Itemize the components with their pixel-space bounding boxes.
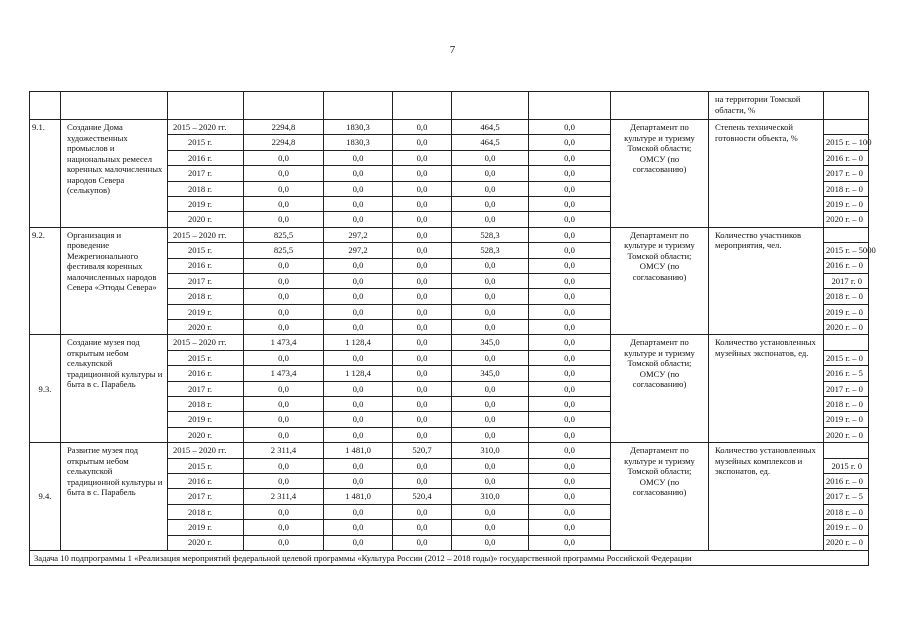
year-cell: 2016 г. xyxy=(168,150,244,165)
result-value: 2016 г. – 5 xyxy=(824,366,869,381)
value-regional: 0,0 xyxy=(393,427,452,442)
value-other: 0,0 xyxy=(529,427,611,442)
year-cell: 2016 г. xyxy=(168,366,244,381)
value-other: 0,0 xyxy=(529,227,611,242)
value-local: 0,0 xyxy=(452,473,529,488)
value-local: 0,0 xyxy=(452,304,529,319)
year-cell: 2015 г. xyxy=(168,350,244,365)
year-cell: 2017 г. xyxy=(168,273,244,288)
value-regional: 0,0 xyxy=(393,120,452,135)
value-federal: 0,0 xyxy=(324,473,393,488)
value-federal: 297,2 xyxy=(324,227,393,242)
result-value: 2016 г. – 0 xyxy=(824,258,869,273)
task-footer-row xyxy=(30,550,869,565)
value-other: 0,0 xyxy=(529,504,611,519)
year-cell: 2015 г. xyxy=(168,135,244,150)
value-total: 2294,8 xyxy=(244,120,324,135)
year-cell: 2017 г. xyxy=(168,489,244,504)
value-federal: 0,0 xyxy=(324,166,393,181)
value-federal: 1 481,0 xyxy=(324,489,393,504)
value-total: 0,0 xyxy=(244,520,324,535)
value-local: 0,0 xyxy=(452,273,529,288)
value-other: 0,0 xyxy=(529,289,611,304)
year-cell: 2015 – 2020 гг. xyxy=(168,443,244,458)
value-federal: 0,0 xyxy=(324,258,393,273)
value-local: 0,0 xyxy=(452,381,529,396)
item-name: Создание Дома художественных промыслов и национальных ремесел коренных малочисленных народов Севера (селькупов) xyxy=(61,120,168,228)
value-local: 528,3 xyxy=(452,243,529,258)
value-other: 0,0 xyxy=(529,212,611,227)
year-cell: 2020 г. xyxy=(168,535,244,550)
value-local: 0,0 xyxy=(452,458,529,473)
value-regional: 0,0 xyxy=(393,412,452,427)
executor-cell: Департамент по культуре и туризму Томской области; ОМСУ (по согласованию) xyxy=(611,443,709,551)
value-regional: 0,0 xyxy=(393,181,452,196)
value-regional: 0,0 xyxy=(393,350,452,365)
item-name: Организация и проведение Межрегионального фестиваля коренных малочисленных народов Севера «Этюды Севера» xyxy=(61,227,168,335)
executor-cell: Департамент по культуре и туризму Томской области; ОМСУ (по согласованию) xyxy=(611,227,709,335)
year-cell: 2019 г. xyxy=(168,196,244,211)
value-total: 0,0 xyxy=(244,273,324,288)
indicator-cell: Количество установленных музейных экспонатов, ед. xyxy=(709,335,824,443)
year-cell: 2020 г. xyxy=(168,320,244,335)
value-other: 0,0 xyxy=(529,135,611,150)
year-cell: 2015 – 2020 гг. xyxy=(168,120,244,135)
value-total: 0,0 xyxy=(244,504,324,519)
value-other: 0,0 xyxy=(529,443,611,458)
value-total: 825,5 xyxy=(244,243,324,258)
value-other: 0,0 xyxy=(529,535,611,550)
value-regional: 0,0 xyxy=(393,304,452,319)
value-federal: 0,0 xyxy=(324,350,393,365)
result-value: 2016 г. – 0 xyxy=(824,150,869,165)
year-cell: 2015 – 2020 гг. xyxy=(168,227,244,242)
value-local: 0,0 xyxy=(452,535,529,550)
value-regional: 0,0 xyxy=(393,258,452,273)
value-federal: 1830,3 xyxy=(324,120,393,135)
item-number: 9.4. xyxy=(30,443,61,551)
value-local: 0,0 xyxy=(452,150,529,165)
result-value: 2016 г. – 0 xyxy=(824,473,869,488)
value-total: 0,0 xyxy=(244,304,324,319)
value-local: 310,0 xyxy=(452,489,529,504)
table-row xyxy=(30,120,869,135)
value-other: 0,0 xyxy=(529,320,611,335)
value-federal: 0,0 xyxy=(324,273,393,288)
result-value xyxy=(824,227,869,242)
value-local: 464,5 xyxy=(452,120,529,135)
value-local: 0,0 xyxy=(452,427,529,442)
value-regional: 520,7 xyxy=(393,443,452,458)
executor-cell: Департамент по культуре и туризму Томской области; ОМСУ (по согласованию) xyxy=(611,335,709,443)
value-regional: 0,0 xyxy=(393,535,452,550)
value-other: 0,0 xyxy=(529,350,611,365)
header-continuation-row xyxy=(30,92,869,120)
value-federal: 0,0 xyxy=(324,196,393,211)
year-cell: 2018 г. xyxy=(168,289,244,304)
value-federal: 1830,3 xyxy=(324,135,393,150)
value-regional: 0,0 xyxy=(393,289,452,304)
value-other: 0,0 xyxy=(529,304,611,319)
value-federal: 0,0 xyxy=(324,150,393,165)
value-total: 0,0 xyxy=(244,350,324,365)
value-regional: 0,0 xyxy=(393,212,452,227)
value-regional: 0,0 xyxy=(393,243,452,258)
value-federal: 0,0 xyxy=(324,381,393,396)
table-row xyxy=(30,443,869,458)
item-name: Развитие музея под открытым небом селькупской традиционной культуры и быта в с. Парабель xyxy=(61,443,168,551)
year-cell: 2019 г. xyxy=(168,520,244,535)
result-value: 2019 г. – 0 xyxy=(824,304,869,319)
value-total: 0,0 xyxy=(244,258,324,273)
year-cell: 2019 г. xyxy=(168,412,244,427)
value-other: 0,0 xyxy=(529,381,611,396)
value-federal: 1 481,0 xyxy=(324,443,393,458)
value-total: 0,0 xyxy=(244,320,324,335)
value-other: 0,0 xyxy=(529,181,611,196)
value-federal: 0,0 xyxy=(324,289,393,304)
result-value: 2020 г. – 0 xyxy=(824,427,869,442)
value-other: 0,0 xyxy=(529,335,611,350)
value-federal: 0,0 xyxy=(324,458,393,473)
value-total: 0,0 xyxy=(244,289,324,304)
value-total: 0,0 xyxy=(244,196,324,211)
value-local: 0,0 xyxy=(452,504,529,519)
value-other: 0,0 xyxy=(529,520,611,535)
value-other: 0,0 xyxy=(529,243,611,258)
value-regional: 0,0 xyxy=(393,273,452,288)
year-cell: 2017 г. xyxy=(168,381,244,396)
result-value: 2015 г. 0 xyxy=(824,458,869,473)
value-local: 0,0 xyxy=(452,520,529,535)
value-local: 310,0 xyxy=(452,443,529,458)
value-regional: 520,4 xyxy=(393,489,452,504)
value-regional: 0,0 xyxy=(393,135,452,150)
item-number: 9.3. xyxy=(30,335,61,443)
value-other: 0,0 xyxy=(529,397,611,412)
value-federal: 1 128,4 xyxy=(324,335,393,350)
value-local: 464,5 xyxy=(452,135,529,150)
result-value: 2015 г. – 100 xyxy=(824,135,869,150)
value-regional: 0,0 xyxy=(393,227,452,242)
result-value: 2017 г. 0 xyxy=(824,273,869,288)
result-value xyxy=(824,443,869,458)
value-federal: 1 128,4 xyxy=(324,366,393,381)
value-regional: 0,0 xyxy=(393,166,452,181)
year-cell: 2019 г. xyxy=(168,304,244,319)
value-local: 528,3 xyxy=(452,227,529,242)
value-regional: 0,0 xyxy=(393,150,452,165)
indicator-cell: Количество участников мероприятия, чел. xyxy=(709,227,824,335)
value-other: 0,0 xyxy=(529,366,611,381)
executor-cell: Департамент по культуре и туризму Томской области; ОМСУ (по согласованию) xyxy=(611,120,709,228)
value-regional: 0,0 xyxy=(393,458,452,473)
indicator-cell: Степень технической готовности объекта, % xyxy=(709,120,824,228)
value-total: 2 311,4 xyxy=(244,489,324,504)
value-other: 0,0 xyxy=(529,196,611,211)
value-regional: 0,0 xyxy=(393,397,452,412)
value-local: 345,0 xyxy=(452,366,529,381)
table-row xyxy=(30,335,869,350)
value-other: 0,0 xyxy=(529,412,611,427)
year-cell: 2015 г. xyxy=(168,458,244,473)
value-total: 0,0 xyxy=(244,166,324,181)
item-number: 9.2. xyxy=(30,227,61,335)
header-indicator: на территории Томской области, % xyxy=(709,92,824,120)
value-regional: 0,0 xyxy=(393,196,452,211)
value-local: 0,0 xyxy=(452,412,529,427)
value-federal: 0,0 xyxy=(324,520,393,535)
value-other: 0,0 xyxy=(529,150,611,165)
value-total: 0,0 xyxy=(244,212,324,227)
value-total: 0,0 xyxy=(244,381,324,396)
value-local: 345,0 xyxy=(452,335,529,350)
value-regional: 0,0 xyxy=(393,335,452,350)
value-local: 0,0 xyxy=(452,350,529,365)
year-cell: 2016 г. xyxy=(168,258,244,273)
table-row xyxy=(30,227,869,242)
result-value: 2015 г. – 5000 xyxy=(824,243,869,258)
result-value: 2020 г. – 0 xyxy=(824,535,869,550)
value-total: 825,5 xyxy=(244,227,324,242)
result-value: 2019 г. – 0 xyxy=(824,412,869,427)
result-value: 2019 г. – 0 xyxy=(824,196,869,211)
value-other: 0,0 xyxy=(529,166,611,181)
value-federal: 0,0 xyxy=(324,535,393,550)
result-value: 2015 г. – 0 xyxy=(824,350,869,365)
program-table xyxy=(29,91,876,566)
value-local: 0,0 xyxy=(452,397,529,412)
value-federal: 0,0 xyxy=(324,181,393,196)
result-value: 2020 г. – 0 xyxy=(824,320,869,335)
value-regional: 0,0 xyxy=(393,381,452,396)
result-value xyxy=(824,120,869,135)
result-value: 2019 г. – 0 xyxy=(824,520,869,535)
item-number: 9.1. xyxy=(30,120,61,228)
value-local: 0,0 xyxy=(452,289,529,304)
result-value: 2018 г. – 0 xyxy=(824,504,869,519)
value-federal: 0,0 xyxy=(324,504,393,519)
value-federal: 0,0 xyxy=(324,304,393,319)
value-federal: 0,0 xyxy=(324,427,393,442)
value-local: 0,0 xyxy=(452,258,529,273)
value-other: 0,0 xyxy=(529,258,611,273)
year-cell: 2015 – 2020 гг. xyxy=(168,335,244,350)
value-regional: 0,0 xyxy=(393,320,452,335)
value-federal: 297,2 xyxy=(324,243,393,258)
year-cell: 2020 г. xyxy=(168,427,244,442)
year-cell: 2018 г. xyxy=(168,397,244,412)
value-total: 0,0 xyxy=(244,181,324,196)
value-other: 0,0 xyxy=(529,458,611,473)
result-value: 2017 г. – 5 xyxy=(824,489,869,504)
year-cell: 2015 г. xyxy=(168,243,244,258)
value-federal: 0,0 xyxy=(324,212,393,227)
year-cell: 2018 г. xyxy=(168,181,244,196)
item-name: Создание музея под открытым небом селькупской традиционной культуры и быта в с. Парабель xyxy=(61,335,168,443)
value-federal: 0,0 xyxy=(324,412,393,427)
value-local: 0,0 xyxy=(452,166,529,181)
value-total: 1 473,4 xyxy=(244,366,324,381)
value-total: 2 311,4 xyxy=(244,443,324,458)
value-total: 0,0 xyxy=(244,397,324,412)
value-total: 0,0 xyxy=(244,427,324,442)
indicator-cell: Количество установленных музейных комплексов и экспонатов, ед. xyxy=(709,443,824,551)
value-total: 2294,8 xyxy=(244,135,324,150)
value-federal: 0,0 xyxy=(324,397,393,412)
value-regional: 0,0 xyxy=(393,504,452,519)
value-other: 0,0 xyxy=(529,120,611,135)
value-other: 0,0 xyxy=(529,473,611,488)
value-total: 1 473,4 xyxy=(244,335,324,350)
value-total: 0,0 xyxy=(244,412,324,427)
value-local: 0,0 xyxy=(452,181,529,196)
result-value: 2020 г. – 0 xyxy=(824,212,869,227)
value-total: 0,0 xyxy=(244,535,324,550)
value-local: 0,0 xyxy=(452,196,529,211)
value-regional: 0,0 xyxy=(393,366,452,381)
value-other: 0,0 xyxy=(529,489,611,504)
value-federal: 0,0 xyxy=(324,320,393,335)
year-cell: 2016 г. xyxy=(168,473,244,488)
value-total: 0,0 xyxy=(244,473,324,488)
value-local: 0,0 xyxy=(452,212,529,227)
value-regional: 0,0 xyxy=(393,520,452,535)
result-value: 2018 г. – 0 xyxy=(824,289,869,304)
value-local: 0,0 xyxy=(452,320,529,335)
result-value: 2017 г. – 0 xyxy=(824,381,869,396)
value-regional: 0,0 xyxy=(393,473,452,488)
result-value: 2018 г. – 0 xyxy=(824,181,869,196)
page-number: 7 xyxy=(449,44,456,56)
year-cell: 2017 г. xyxy=(168,166,244,181)
result-value: 2017 г. – 0 xyxy=(824,166,869,181)
task-footer-text: Задача 10 подпрограммы 1 «Реализация мероприятий федеральной целевой программы «Культура России (2012 – 2018 годы)» государственной программы Российской Федерации xyxy=(30,550,869,565)
year-cell: 2020 г. xyxy=(168,212,244,227)
value-total: 0,0 xyxy=(244,458,324,473)
value-other: 0,0 xyxy=(529,273,611,288)
result-value xyxy=(824,335,869,350)
result-value: 2018 г. – 0 xyxy=(824,397,869,412)
value-total: 0,0 xyxy=(244,150,324,165)
year-cell: 2018 г. xyxy=(168,504,244,519)
